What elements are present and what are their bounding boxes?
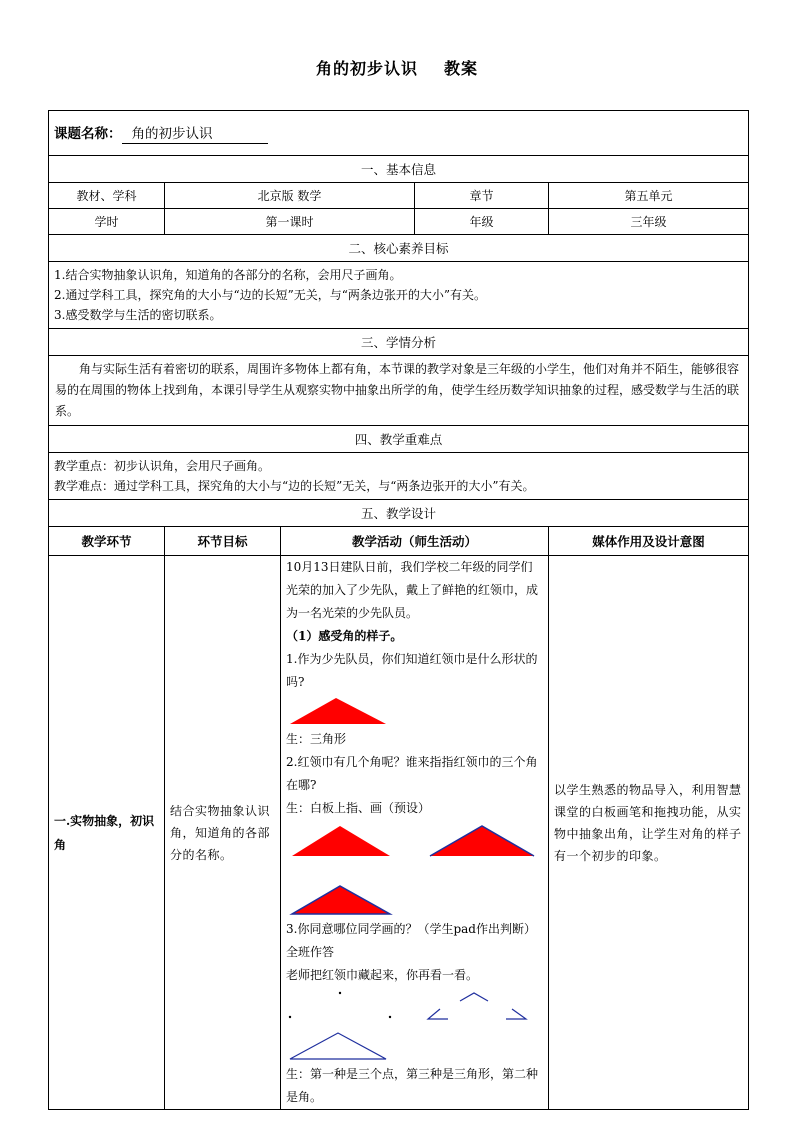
section-goals: 二、核心素养目标 <box>49 235 749 262</box>
design-header: 环节目标 <box>165 527 281 556</box>
red-triangle-outlined <box>292 886 390 914</box>
lesson-plan-table <box>48 110 749 1110</box>
key-focus: 教学重点：初步认识角，会用尺子画角。 <box>54 459 271 473</box>
media-cell <box>549 556 749 1110</box>
title-main: 角的初步认识 <box>315 59 418 78</box>
activity-answer-3: 生：第一种是三个点，第三种是三角形，第二种是角。 <box>286 1067 539 1104</box>
section-key-points: 四、教学重难点 <box>49 426 749 453</box>
subject-row <box>49 111 749 156</box>
activity-question-3b: 老师把红领巾藏起来，你再看一看。 <box>286 968 479 982</box>
info-cell: 教材、学科 <box>49 183 165 209</box>
activity-question-3: 3.你同意哪位同学画的？（学生pad作出判断）全班作答 <box>286 922 536 959</box>
activity-intro: 10月13日建队日前，我们学校二年级的同学们光荣的加入了少先队，戴上了鲜艳的红领巾，成为一名光荣的少先队员。 <box>286 560 539 620</box>
section-basic-info: 一、基本信息 <box>49 156 749 183</box>
info-cell: 北京版 数学 <box>165 183 415 209</box>
key-points-cell <box>49 453 749 500</box>
key-difficulty: 教学难点：通过学科工具，探究角的大小与“边的长短”无关，与“两条边张开的大小”有关。 <box>54 479 535 493</box>
subject-label: 课题名称： <box>54 126 122 142</box>
subject-name: 角的初步认识 <box>122 122 268 144</box>
section-analysis: 三、学情分析 <box>49 329 749 356</box>
activity-answer-2: 生：白板上指、画（预设） <box>286 801 431 815</box>
activity-answer-1: 生：三角形 <box>286 732 347 746</box>
student-drawings-figure <box>286 820 540 918</box>
angle-part <box>428 1009 448 1019</box>
goals-cell <box>49 262 749 329</box>
red-triangle <box>290 698 386 724</box>
section-design: 五、教学设计 <box>49 500 749 527</box>
media-intent-text: 以学生熟悉的物品导入，利用智慧课堂的白板画笔和拖拽功能，从实物中抽象出角，让学生对角的样子有一个初步的印象。 <box>554 782 742 863</box>
info-row-1 <box>49 183 749 209</box>
red-triangle-with-angle <box>430 826 534 856</box>
activity-subheading: （1）感受角的样子。 <box>286 629 403 643</box>
goal-item: 2.通过学科工具，探究角的大小与“边的长短”无关，与“两条边张开的大小”有关。 <box>54 288 486 302</box>
design-header: 媒体作用及设计意图 <box>549 527 749 556</box>
red-scarf-triangle-figure <box>286 694 540 728</box>
title-suffix: 教案 <box>444 59 479 78</box>
activity-question-1: 1.作为少先队员，你们知道红领巾是什么形状的吗? <box>286 652 538 689</box>
analysis-text: 角与实际生活有着密切的联系，周围许多物体上都有角，本节课的教学对象是三年级的小学生，他们对角并不陌生，能够很容易的在周围的物体上找到角，本课引导学生从观察实物中抽象出所学的角，使学生经历数学知识抽象的过程，感受数学与生活的联系。 <box>49 356 749 426</box>
blue-triangle <box>290 1033 386 1059</box>
design-header: 教学环节 <box>49 527 165 556</box>
goal-item: 3.感受数学与生活的密切联系。 <box>54 308 222 322</box>
info-cell: 年级 <box>415 209 549 235</box>
page-title <box>0 56 794 79</box>
info-cell: 第五单元 <box>549 183 749 209</box>
angle-part <box>506 1009 526 1019</box>
info-row-2 <box>49 209 749 235</box>
info-cell: 章节 <box>415 183 549 209</box>
info-cell: 三年级 <box>549 209 749 235</box>
activity-question-2: 2.红领巾有几个角呢？谁来指指红领巾的三个角在哪? <box>286 755 538 792</box>
design-row <box>49 556 749 1110</box>
point-dot <box>339 992 341 994</box>
design-header: 教学活动（师生活动） <box>281 527 549 556</box>
red-triangle <box>292 826 390 856</box>
stage-cell: 一.实物抽象，初识角 <box>49 556 165 1110</box>
subject-cell <box>49 111 749 156</box>
point-dot <box>289 1016 291 1018</box>
activity-cell <box>281 556 549 1110</box>
goal-cell: 结合实物抽象认识角，知道角的各部分的名称。 <box>165 556 281 1110</box>
design-header-row <box>49 527 749 556</box>
goal-item: 1.结合实物抽象认识角，知道角的各部分的名称，会用尺子画角。 <box>54 268 402 282</box>
hidden-scarf-figure <box>286 987 540 1063</box>
info-cell: 学时 <box>49 209 165 235</box>
info-cell: 第一课时 <box>165 209 415 235</box>
point-dot <box>389 1016 391 1018</box>
angle-part <box>460 993 488 1001</box>
